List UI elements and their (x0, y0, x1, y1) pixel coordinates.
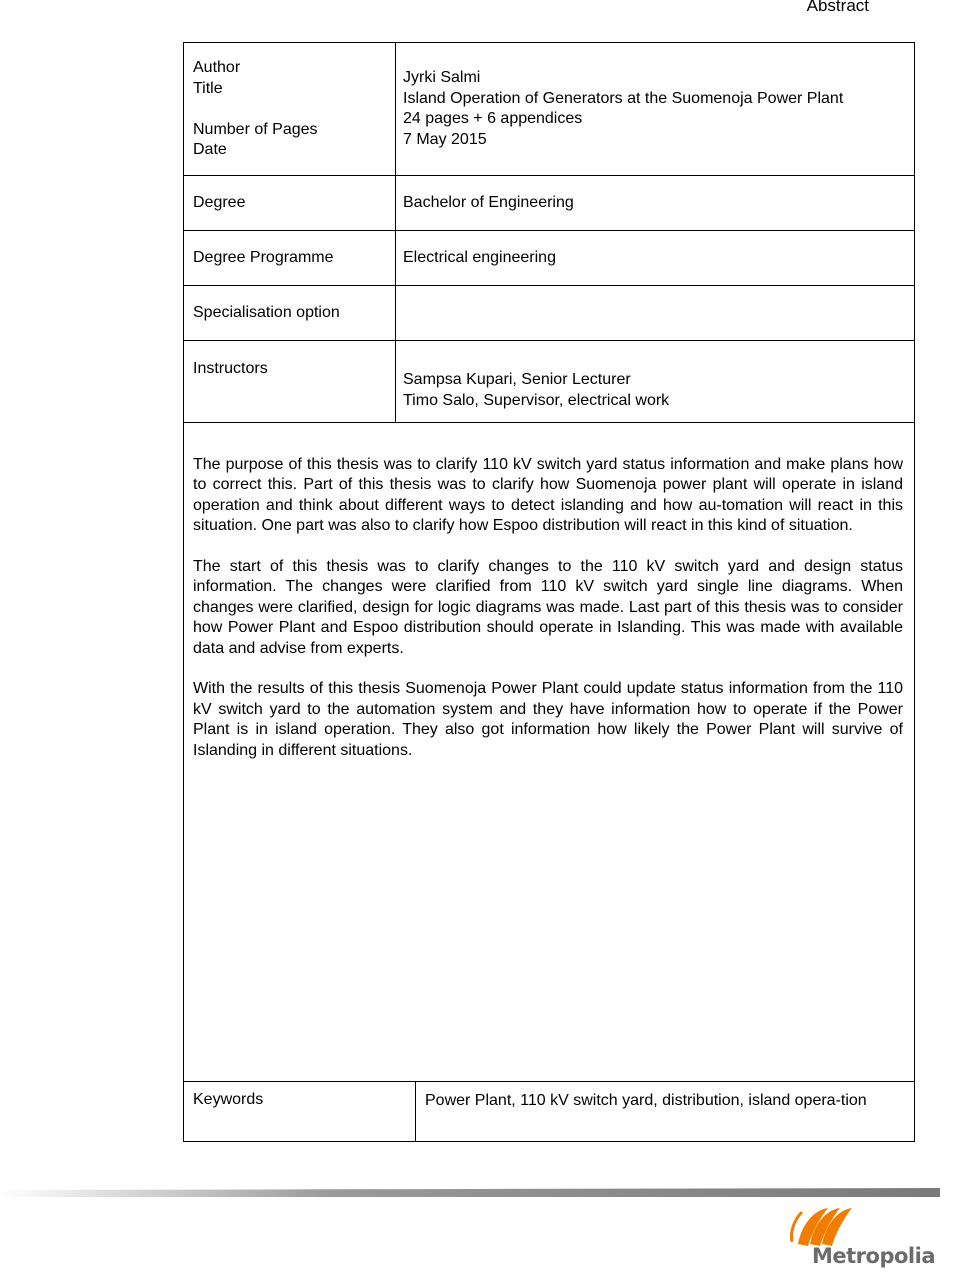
instructor-1: Sampsa Kupari, Senior Lecturer (403, 371, 631, 388)
instructors-values (403, 370, 669, 411)
keywords-row (184, 1081, 914, 1142)
page-header-label: Abstract (806, 0, 869, 15)
programme-label: Degree Programme (193, 249, 334, 266)
metropolia-logo-text: Metropolia (812, 1244, 935, 1268)
abstract-paragraph-1: The purpose of this thesis was to clarify 110 kV switch yard status information and make plans how to correct this. Part of this thesis was to clarify how Suomenoja power plant will operate in island operation and think about different ways to detect islanding and how au-tomation will react in this situation. One part was also to clarify how Espoo distribution will react in this kind of situation. (193, 456, 903, 535)
column-divider (415, 1082, 416, 1142)
title-label: Title (193, 79, 223, 97)
author-value: Jyrki Salmi (403, 69, 481, 86)
info-row-degree (184, 175, 914, 231)
column-divider (395, 175, 396, 230)
column-divider (395, 230, 396, 285)
pages-label: Number of Pages (193, 120, 318, 138)
degree-label: Degree (193, 194, 246, 211)
abstract-paragraph-3: With the results of this thesis Suomenoja Power Plant could update status information from the 110 kV switch yard to the automation system and they have information how to operate if the Power Plant is in island operation. They also got information how likely the Power Plant will survive of Islanding in different situations. (193, 680, 903, 759)
specialisation-label: Specialisation option (193, 304, 340, 321)
author-label: Author (193, 59, 241, 76)
date-label: Date (193, 141, 227, 158)
date-value: 7 May 2015 (403, 130, 487, 148)
title-value: Island Operation of Generators at the Suomenoja Power Plant (403, 89, 844, 107)
info-row-specialisation (184, 285, 914, 341)
abstract-paragraph-2: The start of this thesis was to clarify changes to the 110 kV switch yard and design status information. The changes were clarified from 110 kV switch yard single line diagrams. When changes were clarified, design for logic diagrams was made. Last part of this thesis was to consider how Power Plant and Espoo distribution should operate in Islanding. This was made with available data and advise from experts. (193, 558, 903, 657)
keywords-label: Keywords (193, 1091, 264, 1108)
info-row-programme (184, 230, 914, 286)
instructor-2: Timo Salo, Supervisor, electrical work (403, 391, 670, 409)
basic-values (403, 68, 843, 150)
abstract-form (183, 42, 915, 1142)
keywords-value: Power Plant, 110 kV switch yard, distribution, island opera-tion (425, 1092, 867, 1109)
instructors-label: Instructors (193, 360, 268, 377)
info-row-basic (184, 43, 914, 176)
info-row-instructors (184, 340, 914, 423)
column-divider (395, 285, 396, 340)
pages-value: 24 pages + 6 appendices (403, 110, 583, 127)
programme-value: Electrical engineering (403, 249, 556, 266)
basic-labels (193, 58, 318, 161)
footer-gradient-bar (0, 1188, 940, 1197)
abstract-body (193, 455, 903, 781)
degree-value: Bachelor of Engineering (403, 194, 574, 211)
column-divider (395, 43, 396, 175)
column-divider (395, 340, 396, 422)
